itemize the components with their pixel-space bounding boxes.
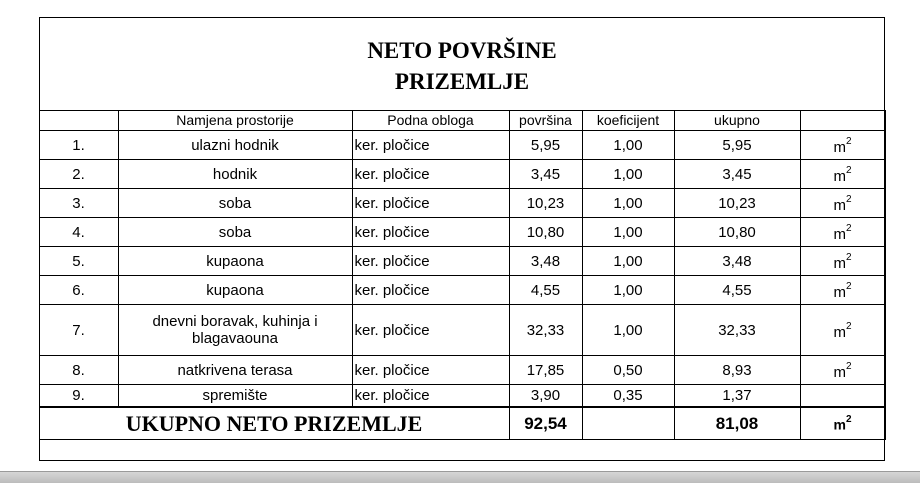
row-unit (800, 131, 885, 160)
row-unit (800, 385, 885, 408)
row-floor: ker. pločice (352, 356, 509, 385)
row-area: 3,48 (509, 247, 582, 276)
header-cell-unit (800, 111, 885, 131)
row-floor: ker. pločice (352, 247, 509, 276)
total-area: 92,54 (509, 407, 582, 440)
unit-exponent: 2 (845, 193, 852, 205)
row-total: 10,23 (674, 189, 800, 218)
unit-base: m (833, 283, 846, 301)
row-room: soba (118, 218, 352, 247)
row-number: 2. (39, 160, 118, 189)
row-coef: 1,00 (582, 276, 674, 305)
row-unit (800, 160, 885, 189)
row-area: 3,45 (509, 160, 582, 189)
unit-exponent: 2 (845, 360, 852, 372)
area-table (39, 110, 886, 440)
row-room: kupaona (118, 276, 352, 305)
row-unit (800, 276, 885, 305)
row-coef: 1,00 (582, 160, 674, 189)
unit-exponent: 2 (845, 135, 852, 147)
row-floor: ker. pločice (352, 218, 509, 247)
row-total: 8,93 (674, 356, 800, 385)
total-label: UKUPNO NETO PRIZEMLJE (39, 407, 509, 440)
row-number: 4. (39, 218, 118, 247)
total-row (39, 407, 885, 440)
unit-exponent: 2 (845, 251, 852, 263)
table-row (39, 160, 885, 189)
title-block (40, 18, 884, 111)
row-unit (800, 247, 885, 276)
total-coef-empty (582, 407, 674, 440)
row-total: 1,37 (674, 385, 800, 408)
total-unit (800, 407, 885, 440)
unit-base: m (833, 225, 846, 243)
row-unit (800, 189, 885, 218)
unit-base: m (833, 323, 846, 341)
row-total: 3,48 (674, 247, 800, 276)
table-row (39, 276, 885, 305)
row-coef: 0,50 (582, 356, 674, 385)
header-cell-total: ukupno (674, 111, 800, 131)
table-row (39, 218, 885, 247)
row-area: 3,90 (509, 385, 582, 408)
unit-base: m (833, 254, 846, 272)
header-cell-coef: koeficijent (582, 111, 674, 131)
row-coef: 1,00 (582, 189, 674, 218)
row-number: 7. (39, 305, 118, 356)
row-coef: 1,00 (582, 131, 674, 160)
row-coef: 1,00 (582, 305, 674, 356)
unit-exponent: 2 (845, 414, 852, 426)
unit-exponent: 2 (845, 164, 852, 176)
row-number: 6. (39, 276, 118, 305)
table-row (39, 247, 885, 276)
table-subtitle: PRIZEMLJE (394, 69, 530, 94)
row-area: 4,55 (509, 276, 582, 305)
row-unit (800, 305, 885, 356)
row-area: 5,95 (509, 131, 582, 160)
row-total: 10,80 (674, 218, 800, 247)
row-room: hodnik (118, 160, 352, 189)
header-cell-floor: Podna obloga (352, 111, 509, 131)
row-number: 5. (39, 247, 118, 276)
unit-base: m (833, 138, 846, 156)
row-total: 4,55 (674, 276, 800, 305)
unit-exponent: 2 (845, 280, 852, 292)
area-table-sheet (39, 17, 885, 461)
row-room: natkrivena terasa (118, 356, 352, 385)
unit-exponent: 2 (845, 222, 852, 234)
row-floor: ker. pločice (352, 385, 509, 408)
row-total: 3,45 (674, 160, 800, 189)
row-number: 3. (39, 189, 118, 218)
table-row (39, 305, 885, 356)
row-number: 1. (39, 131, 118, 160)
table-row (39, 356, 885, 385)
row-coef: 1,00 (582, 218, 674, 247)
header-cell-area: površina (509, 111, 582, 131)
unit-base: m (833, 167, 846, 185)
row-floor: ker. pločice (352, 131, 509, 160)
row-area: 17,85 (509, 356, 582, 385)
row-total: 32,33 (674, 305, 800, 356)
row-room: dnevni boravak, kuhinja i blagavaouna (118, 305, 352, 356)
unit-base: m (833, 363, 846, 381)
row-floor: ker. pločice (352, 305, 509, 356)
row-floor: ker. pločice (352, 189, 509, 218)
row-area: 10,23 (509, 189, 582, 218)
total-net: 81,08 (674, 407, 800, 440)
row-unit (800, 356, 885, 385)
table-title: NETO POVRŠINE (367, 38, 557, 63)
unit-exponent: 2 (845, 320, 852, 332)
table-row (39, 189, 885, 218)
row-coef: 0,35 (582, 385, 674, 408)
header-cell-no (39, 111, 118, 131)
row-total: 5,95 (674, 131, 800, 160)
row-number: 9. (39, 385, 118, 408)
row-floor: ker. pločice (352, 276, 509, 305)
row-area: 32,33 (509, 305, 582, 356)
row-room: ulazni hodnik (118, 131, 352, 160)
row-unit (800, 218, 885, 247)
row-room: soba (118, 189, 352, 218)
row-floor: ker. pločice (352, 160, 509, 189)
row-area: 10,80 (509, 218, 582, 247)
unit-base: m (833, 416, 846, 433)
unit-base: m (833, 196, 846, 214)
row-room: spremište (118, 385, 352, 408)
table-row (39, 385, 885, 408)
header-cell-room: Namjena prostorije (118, 111, 352, 131)
header-row (39, 111, 885, 131)
table-row (39, 131, 885, 160)
row-room: kupaona (118, 247, 352, 276)
row-coef: 1,00 (582, 247, 674, 276)
row-number: 8. (39, 356, 118, 385)
window-bottom-bar (0, 471, 920, 483)
